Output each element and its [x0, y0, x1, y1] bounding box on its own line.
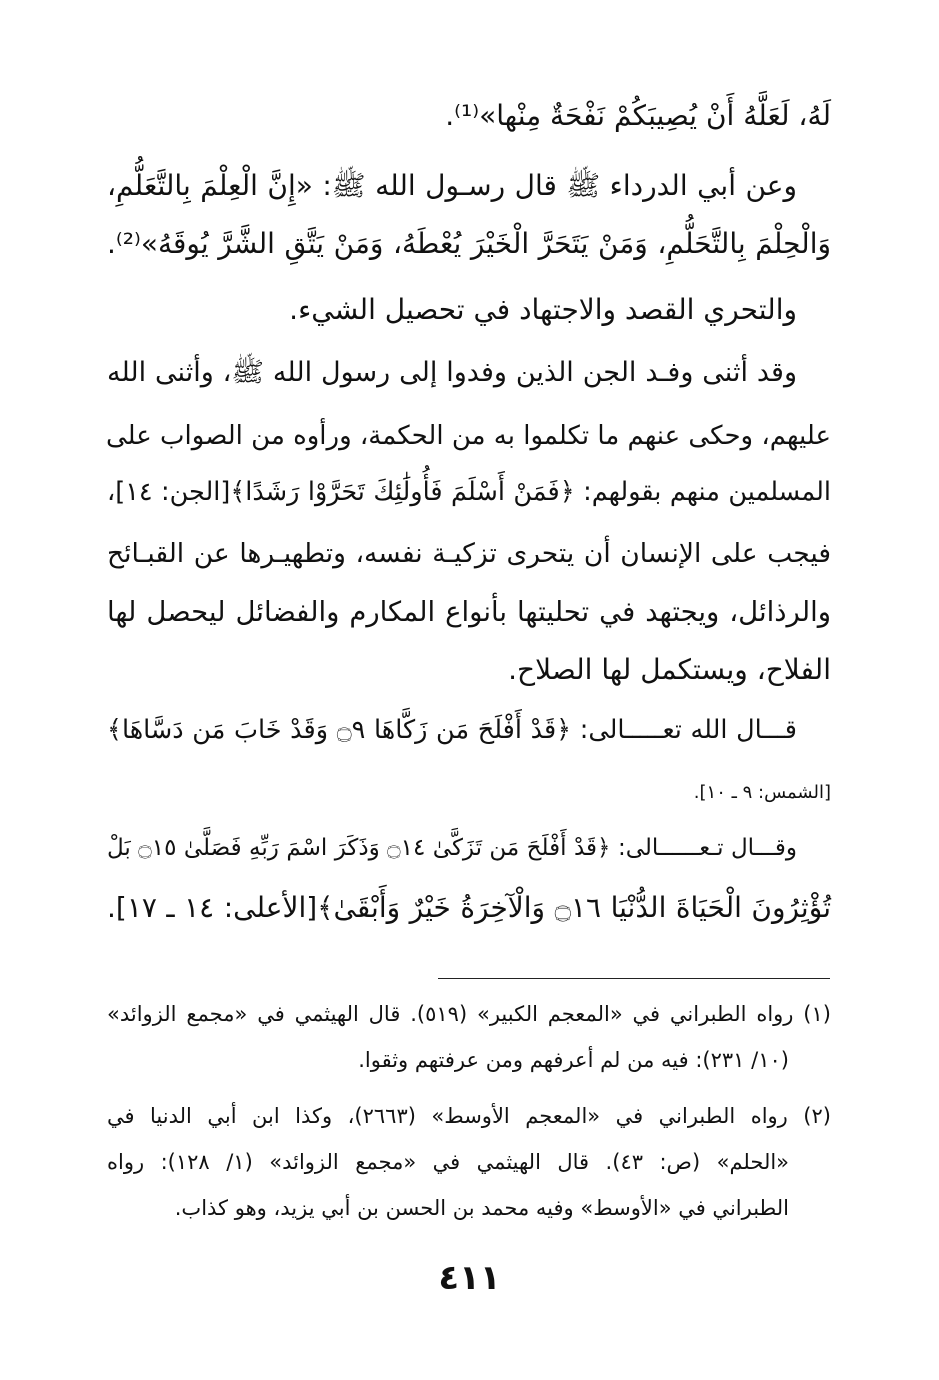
text-line: الفلاح، ويستكمل لها الصلاح.: [508, 653, 831, 686]
quran-verse-line: وقـــال تـعــــــالى: ﴿قَدْ أَفْلَحَ مَن تَزَكَّىٰ ۝١٤ وَذَكَرَ اسْمَ رَبِّهِ فَصَلَّىٰ ۝١٥ بَلْ: [107, 835, 798, 861]
footnote-line: (١٠/ ٢٣١): فيه من لم أعرفهم ومن عرفتهم وثقوا.: [358, 1048, 789, 1072]
footnote-line: «الحلم» (ص: ٤٣). قال الهيثمي في «مجمع الزوائد» (١/ ١٢٨): رواه: [107, 1150, 790, 1174]
footnote-line: (٢) رواه الطبراني في «المعجم الأوسط» (٢٦٦٣)، وكذا ابن أبي الدنيا في: [107, 1104, 831, 1128]
text-line: وعن أبي الدرداء ﷺ قال رسـول الله ﷺ: «إِنَّ الْعِلْمَ بِالتَّعَلُّمِ،: [107, 169, 797, 202]
text-line: المسلمين منهم بقولهم: ﴿فَمَنْ أَسْلَمَ فَأُولَٰئِكَ تَحَرَّوْا رَشَدًا﴾[الجن: ١٤]،: [107, 477, 831, 507]
text-line: والتحري القصد والاجتهاد في تحصيل الشيء.: [289, 293, 797, 326]
text-line: لَهُ، لَعَلَّهُ أَنْ يُصِيبَكُمْ نَفْحَةٌ مِنْها»⁽¹⁾.: [445, 99, 831, 132]
footnote-line: الطبراني في «الأوسط» وفيه محمد بن الحسن بن أبي يزيد، وهو كذاب.: [174, 1196, 789, 1220]
text-line: وَالْحِلْمَ بِالتَّحَلُّمِ، وَمَنْ يَتَحَرَّ الْخَيْرَ يُعْطَهُ، وَمَنْ يَتَّقِ الشَّرَّ يُوقَهُ»⁽²⁾.: [107, 227, 831, 260]
footnote-line: (١) رواه الطبراني في «المعجم الكبير» (٥١٩). قال الهيثمي في «مجمع الزوائد»: [107, 1002, 831, 1026]
page-number: ٤١١: [438, 1258, 501, 1298]
verse-reference: [الشمس: ٩ ـ ١٠].: [693, 782, 831, 803]
text-line: وقد أثنى وفـد الجن الذين وفدوا إلى رسول الله ﷺ، وأثنى الله: [107, 357, 797, 388]
text-line: والرذائل، ويجتهد في تحليتها بأنواع المكارم والفضائل ليحصل لها: [107, 596, 831, 628]
quran-verse-line: قـــال الله تعـــــالى: ﴿قَدْ أَفْلَحَ مَن زَكَّاهَا ۝٩ وَقَدْ خَابَ مَن دَسَّاهَا﴾: [107, 715, 797, 745]
text-line: عليهم، وحكى عنهم ما تكلموا به من الحكمة، ورأوه من الصواب على: [106, 421, 831, 451]
footnote-divider: [438, 978, 830, 979]
quran-verse-line: تُؤْثِرُونَ الْحَيَاةَ الدُّنْيَا ۝١٦ وَالْآخِرَةُ خَيْرٌ وَأَبْقَىٰ﴾[الأعلى: ١٤ ـ ١٧].: [107, 891, 831, 924]
text-line: فيجب على الإنسان أن يتحرى تزكيـة نفسه، وتطهيـرها عن القبـائح: [107, 538, 831, 569]
